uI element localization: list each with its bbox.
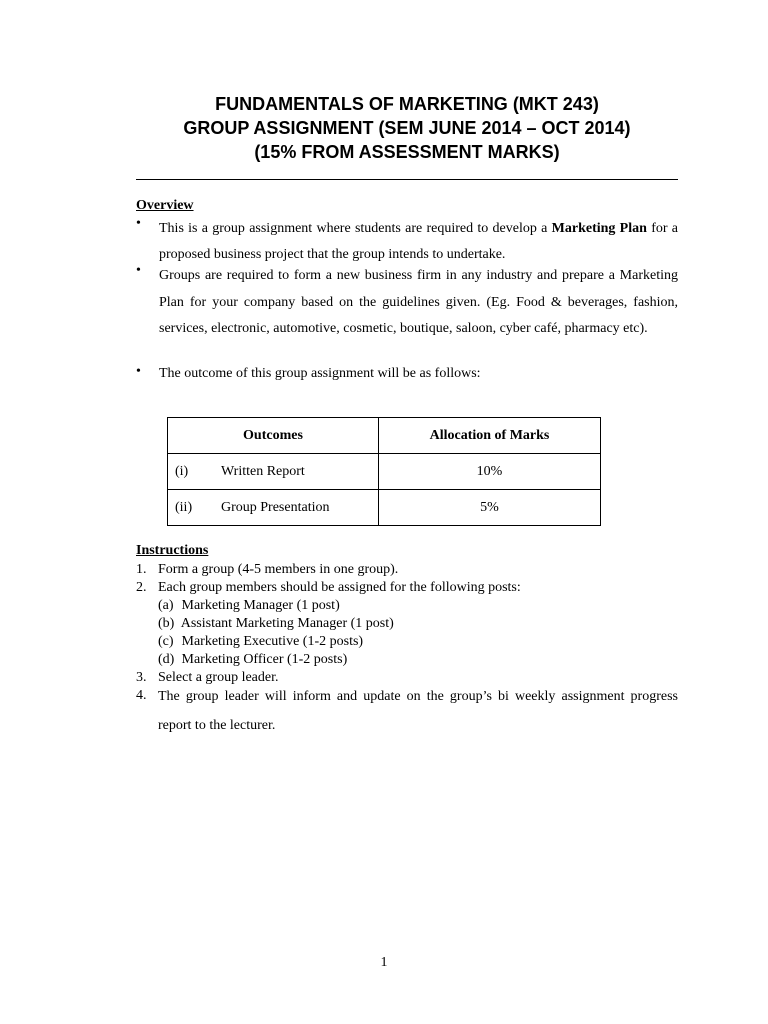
bullet-icon: • [136,364,141,379]
overview-bullet-2-text: Groups are required to form a new business firm in any industry and prepare a Marketing Plan for your company based on the guidelines given. (Eg. Food & beverages, fashion, services, electronic, automotive, cosmetic, boutique, saloon, cyber café, pharmacy etc). [159,268,678,336]
outcomes-header: Outcomes [168,418,379,454]
post-list [158,597,678,669]
overview-bullet-3-text: The outcome of this group assignment will be as follows: [159,366,481,381]
instructions-heading: Instructions [136,543,209,558]
instruction-text: Each group members should be assigned for the following posts: [158,580,521,595]
overview-bullet-3 [136,364,678,384]
instruction-text: Form a group (4-5 members in one group). [158,562,399,577]
table-header-row [168,418,601,454]
instruction-number: 4. [136,688,147,703]
overview-bullet-1-text: This is a group assignment where students are required to develop a Marketing Plan for a proposed business project that the group intends to undertake. [159,221,679,262]
table-row [168,490,601,526]
marketing-plan-emphasis: Marketing Plan [551,221,647,236]
instruction-text: Select a group leader. [158,670,279,685]
title-line-1: FUNDAMENTALS OF MARKETING (MKT 243) [215,94,599,114]
outcome-cell [168,490,379,526]
list-item: (d) Marketing Officer (1-2 posts) [158,652,348,667]
instruction-text: The group leader will inform and update on the group’s bi weekly assignment progress report to the lecturer. [158,689,678,733]
bullet-icon: • [136,216,141,231]
overview-bullet-2 [136,263,678,343]
bullet-icon: • [136,263,141,278]
row-number: (i) [175,463,189,479]
list-item: (c) Marketing Executive (1-2 posts) [158,634,364,649]
table-row [168,454,601,490]
list-item: (a) Marketing Manager (1 post) [158,598,340,613]
outcome-label: Group Presentation [221,499,330,515]
instruction-item-2 [136,579,678,669]
row-number: (ii) [175,499,193,515]
marks-allocation-table [167,417,601,526]
instruction-number: 1. [136,562,147,577]
title-line-2: GROUP ASSIGNMENT (SEM JUNE 2014 – OCT 2014) [183,118,631,138]
list-item: (b) Assistant Marketing Manager (1 post) [158,616,394,631]
instruction-number: 3. [136,670,147,685]
instruction-item-4 [136,682,678,740]
instruction-number: 2. [136,580,147,595]
outcome-cell [168,454,379,490]
title-line-3: (15% FROM ASSESSMENT MARKS) [254,142,560,162]
overview-heading: Overview [136,198,194,213]
marks-cell: 5% [379,490,601,526]
outcome-label: Written Report [221,463,305,479]
title-divider [136,179,678,180]
marks-cell: 10% [379,454,601,490]
page-number: 1 [380,955,388,970]
instruction-item-1 [136,561,678,579]
document-title [136,92,678,164]
overview-bullet-1 [136,216,678,268]
allocation-header: Allocation of Marks [379,418,601,454]
